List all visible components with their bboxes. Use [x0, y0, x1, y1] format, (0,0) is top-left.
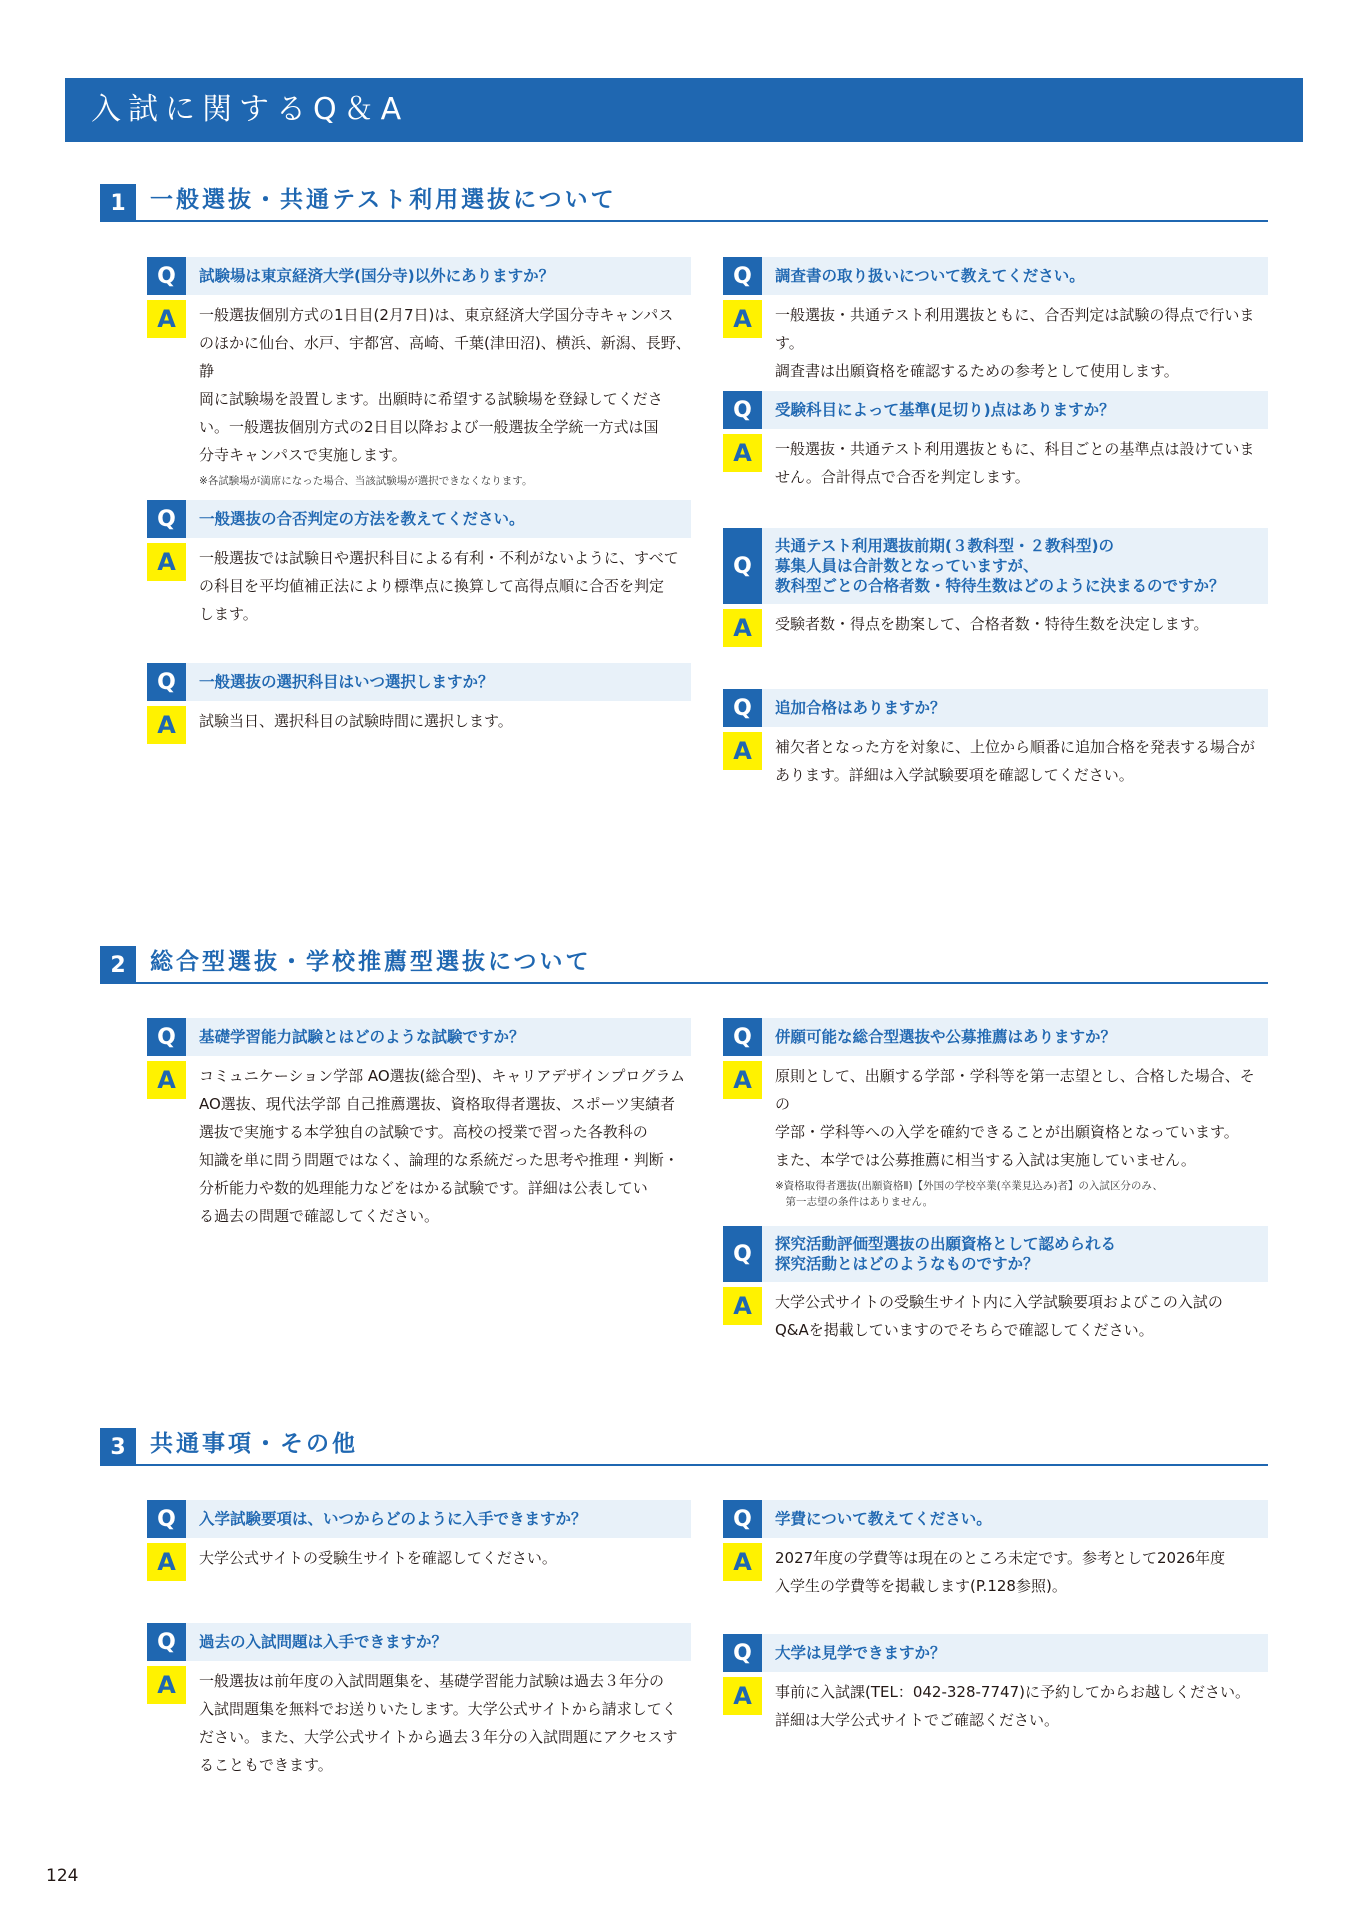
q-badge-icon: Q [723, 1634, 762, 1672]
question-row [723, 1500, 1268, 1538]
qa-item [723, 528, 1268, 647]
a-badge-icon: A [147, 300, 186, 338]
q-badge-icon: Q [723, 528, 762, 604]
qa-item [147, 257, 691, 489]
q-badge-icon: Q [147, 1018, 186, 1056]
qa-item [723, 1018, 1268, 1210]
q-badge-icon: Q [723, 391, 762, 429]
a-badge-icon: A [723, 1543, 762, 1581]
qa-item [723, 391, 1268, 491]
answer-text: 一般選抜・共通テスト利用選抜ともに、合否判定は試験の得点で行います。 調査書は出願資格を確認するための参考として使用します。 [775, 306, 1255, 380]
question-row [723, 1634, 1268, 1672]
answer-row [147, 543, 691, 628]
q-badge-icon: Q [723, 1226, 762, 1282]
question-row [723, 257, 1268, 295]
answer-text: 2027年度の学費等は現在のところ未定です。参考として2026年度 入学生の学費等を掲載します(P.128参照)。 [775, 1549, 1226, 1595]
qa-item [147, 500, 691, 628]
a-badge-icon: A [723, 1061, 762, 1099]
question-row [723, 1226, 1268, 1282]
a-badge-icon: A [147, 1061, 186, 1099]
answer-text: 事前に入試課(TEL：042-328-7747)に予約してからお越しください。 詳細は大学公式サイトでご確認ください。 [775, 1683, 1250, 1729]
question-row [723, 528, 1268, 604]
qa-item [147, 1623, 691, 1779]
answer-row [723, 1287, 1268, 1344]
q-badge-icon: Q [147, 1500, 186, 1538]
question-row [723, 1018, 1268, 1056]
question-text: 探究活動評価型選抜の出願資格として認められる 探究活動とはどのようなものですか？ [775, 1235, 1117, 1273]
answer-text: 補欠者となった方を対象に、上位から順番に追加合格を発表する場合が あります。詳細は入学試験要項を確認してください。 [775, 738, 1256, 784]
qa-item [723, 1500, 1268, 1600]
question-text: 調査書の取り扱いについて教えてください。 [775, 267, 1085, 285]
section-title: 共通事項・その他 [150, 1431, 358, 1457]
question-text: 追加合格はありますか？ [775, 699, 946, 717]
question-text: 受験科目によって基準(足切り)点はありますか？ [775, 401, 1115, 419]
answer-text: 試験当日、選択科目の試験時間に選択します。 [199, 712, 513, 730]
answer-text: 一般選抜は前年度の入試問題集を、基礎学習能力試験は過去３年分の 入試問題集を無料でお送りいたします。大学公式サイトから請求してく ださい。また、大学公式サイトから過去３年分の入試問題にアクセスす ることもできます。 [199, 1672, 678, 1774]
question-text: 学費について教えてください。 [775, 1510, 992, 1528]
answer-note: ※資格取得者選抜(出願資格Ⅱ)【外国の学校卒業(卒業見込み)者】の入試区分のみ、 第一志望の条件はありません。 [775, 1180, 1163, 1208]
qa-item [723, 1634, 1268, 1734]
a-badge-icon: A [147, 1543, 186, 1581]
page-title-banner [65, 78, 1303, 142]
a-badge-icon: A [723, 732, 762, 770]
answer-row [147, 706, 691, 744]
qa-item [147, 1500, 691, 1581]
answer-row [723, 434, 1268, 491]
section-number: 3 [100, 1428, 136, 1464]
question-row [147, 663, 691, 701]
qa-item [147, 1018, 691, 1230]
answer-row [723, 1061, 1268, 1210]
answer-row [147, 1666, 691, 1779]
answer-row [723, 609, 1268, 647]
a-badge-icon: A [723, 434, 762, 472]
a-badge-icon: A [723, 300, 762, 338]
question-text: 基礎学習能力試験とはどのような試験ですか？ [199, 1028, 525, 1046]
question-row [147, 1500, 691, 1538]
answer-row [723, 300, 1268, 385]
a-badge-icon: A [723, 1287, 762, 1325]
section-title: 総合型選抜・学校推薦型選抜について [150, 949, 592, 975]
qa-item [723, 257, 1268, 385]
answer-text: 一般選抜個別方式の1日目(2月7日)は、東京経済大学国分寺キャンパス のほかに仙台、水戸、宇都宮、高崎、千葉(津田沼)、横浜、新潟、長野、静 岡に試験場を設置します。出願時に希望する試験場を登録してくださ い。一般選抜個別方式の2日目以降および一般選抜全学統一方式は国 分寺キャンパスで実施します。 [199, 306, 691, 464]
section-3-header [100, 1420, 1268, 1466]
a-badge-icon: A [147, 706, 186, 744]
a-badge-icon: A [723, 1677, 762, 1715]
question-row [723, 689, 1268, 727]
q-badge-icon: Q [723, 257, 762, 295]
section-title: 一般選抜・共通テスト利用選抜について [150, 187, 617, 213]
answer-row [147, 300, 691, 489]
answer-text: 大学公式サイトの受験生サイト内に入学試験要項およびこの入試の Q&Aを掲載していますのでそちらで確認してください。 [775, 1293, 1223, 1339]
question-text: 過去の入試問題は入手できますか？ [199, 1633, 448, 1651]
qa-item [147, 663, 691, 744]
section-2-header [100, 938, 1268, 984]
page-number: 124 [46, 1866, 79, 1886]
question-text: 一般選抜の選択科目はいつ選択しますか？ [199, 673, 494, 691]
answer-row [147, 1061, 691, 1230]
q-badge-icon: Q [723, 1018, 762, 1056]
question-text: 一般選抜の合否判定の方法を教えてください。 [199, 510, 525, 528]
answer-text: 一般選抜・共通テスト利用選抜ともに、科目ごとの基準点は設けていま せん。合計得点で合否を判定します。 [775, 440, 1255, 486]
q-badge-icon: Q [147, 1623, 186, 1661]
answer-row [723, 1677, 1268, 1734]
q-badge-icon: Q [147, 663, 186, 701]
answer-text: 受験者数・得点を勘案して、合格者数・特待生数を決定します。 [775, 615, 1209, 633]
a-badge-icon: A [147, 543, 186, 581]
question-row [723, 391, 1268, 429]
q-badge-icon: Q [147, 500, 186, 538]
section-1-header [100, 176, 1268, 222]
question-text: 共通テスト利用選抜前期(３教科型・２教科型)の 募集人員は合計数となっていますが、 教科型ごとの合格者数・特待生数はどのように決まるのですか？ [775, 537, 1225, 595]
question-text: 大学は見学できますか？ [775, 1644, 946, 1662]
question-row [147, 1623, 691, 1661]
qa-item [723, 1226, 1268, 1344]
answer-row [723, 732, 1268, 789]
qa-item [723, 689, 1268, 789]
q-badge-icon: Q [723, 1500, 762, 1538]
answer-text: 一般選抜では試験日や選択科目による有利・不利がないように、すべて の科目を平均値補正法により標準点に換算して高得点順に合否を判定 します。 [199, 549, 679, 623]
answer-text: コミュニケーション学部 AO選抜(総合型)、キャリアデザインプログラム AO選抜、現代法学部 自己推薦選抜、資格取得者選抜、スポーツ実績者 選抜で実施する本学独自の試験です。高校の授業で習った各教科の 知識を単に問う問題ではなく、論理的な系統だった思考や推理・判断・ 分析能力や数的処理能力などをはかる試験です。詳細は公表してい る過去の問題で確認してください。 [199, 1067, 686, 1225]
answer-row [723, 1543, 1268, 1600]
q-badge-icon: Q [147, 257, 186, 295]
question-text: 併願可能な総合型選抜や公募推薦はありますか？ [775, 1028, 1117, 1046]
question-text: 試験場は東京経済大学(国分寺)以外にありますか？ [199, 267, 555, 285]
question-row [147, 1018, 691, 1056]
section-number: 1 [100, 184, 136, 220]
answer-note: ※各試験場が満席になった場合、当該試験場が選択できなくなります。 [199, 475, 533, 487]
a-badge-icon: A [723, 609, 762, 647]
answer-text: 大学公式サイトの受験生サイトを確認してください。 [199, 1549, 557, 1567]
q-badge-icon: Q [723, 689, 762, 727]
answer-row [147, 1543, 691, 1581]
answer-text: 原則として、出願する学部・学科等を第一志望とし、合格した場合、その 学部・学科等への入学を確約できることが出願資格となっています。 また、本学では公募推薦に相当する入試は実施していません。 [775, 1067, 1255, 1169]
section-number: 2 [100, 946, 136, 982]
question-text: 入学試験要項は、いつからどのように入手できますか？ [199, 1510, 587, 1528]
page-title: 入試に関するQ＆A [91, 92, 409, 127]
question-row [147, 257, 691, 295]
question-row [147, 500, 691, 538]
a-badge-icon: A [147, 1666, 186, 1704]
